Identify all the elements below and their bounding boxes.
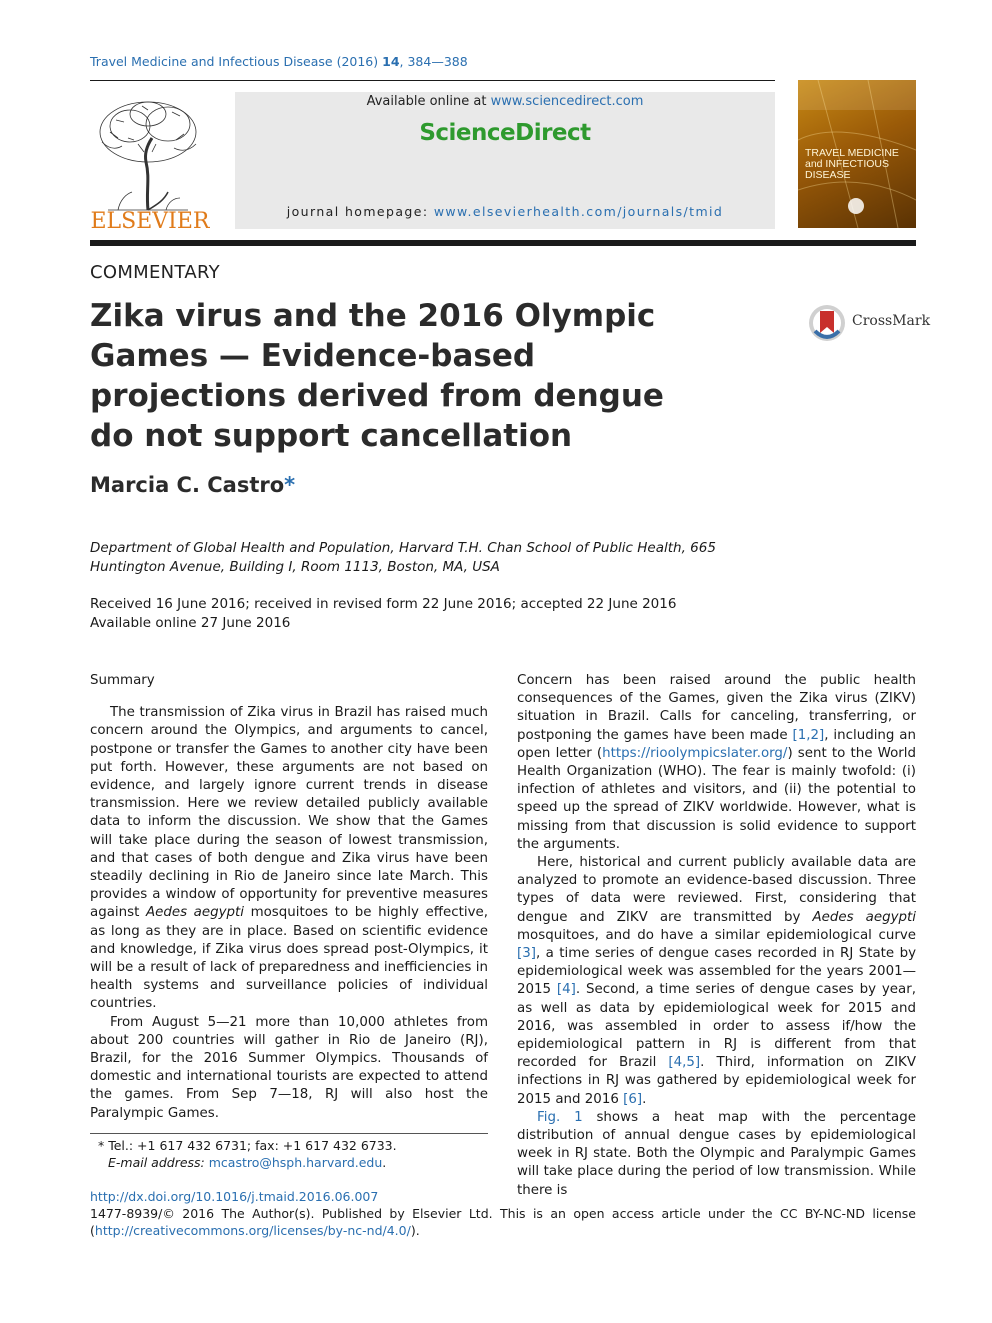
doi-link[interactable]: http://dx.doi.org/10.1016/j.tmaid.2016.06.007: [90, 1189, 379, 1204]
body-paragraph-3: Fig. 1 shows a heat map with the percentage distribution of annual dengue cases by epidemiological week in RJ state. Both the Olympic and Paralympic Games will take place during the period of low transmission. While there is: [517, 1109, 916, 1198]
open-letter-link[interactable]: https://rioolympicslater.org/: [602, 745, 788, 761]
sciencedirect-wordmark: ScienceDirect: [419, 120, 591, 146]
body-paragraph-1: Concern has been raised around the public health consequences of the Games, given the Zika virus (ZIKV) situation in Brazil. Calls for canceling, transferring, or postponing the games have been made [1,2], including an open letter (https://rioolympicslater.org/) sent to the World Health Organization (WHO). The fear is mainly twofold: (i) infection of athletes and visitors, and (ii) the potential to speed up the spread of ZIKV worldwide. However, what is missing from that discussion is solid evidence to support the arguments.: [517, 673, 917, 852]
contact-line: * Tel.: +1 617 432 6731; fax: +1 617 432 6733.: [98, 1138, 397, 1153]
author-footnote-marker[interactable]: *: [284, 473, 296, 497]
sciencedirect-link[interactable]: www.sciencedirect.com: [490, 94, 644, 109]
citation-link[interactable]: [4,5]: [668, 1055, 701, 1071]
header-divider: [90, 80, 775, 81]
author-name: Marcia C. Castro*: [90, 473, 296, 497]
citation-link[interactable]: [6]: [623, 1091, 643, 1107]
header-thick-rule: [90, 240, 916, 246]
journal-reference[interactable]: Travel Medicine and Infectious Disease (2016) 14, 384—388: [90, 54, 468, 69]
article-type: COMMENTARY: [90, 262, 220, 283]
summary-heading: Summary: [90, 673, 155, 688]
journal-homepage-line: journal homepage: www.elsevierhealth.com/journals/tmid: [286, 204, 724, 219]
intro-paragraph: From August 5—21 more than 10,000 athletes from about 200 countries will gather in Rio de Janeiro (RJ), Brazil, for the 2016 Summer Olympics. Thousands of domestic and international tourists are expected to attend the games. From Sep 7—18, RJ will also host the Paralympic Games.: [90, 1014, 488, 1121]
article-dates: [90, 595, 790, 633]
available-online-date: Available online 27 June 2016: [90, 615, 291, 631]
sciencedirect-banner: [235, 92, 775, 229]
available-online-line: Available online at www.sciencedirect.com: [366, 94, 644, 109]
author-footnote: [90, 1137, 488, 1171]
citation-link[interactable]: [4]: [556, 982, 576, 998]
crossmark-icon: [807, 303, 851, 345]
cover-title: TRAVEL MEDICINE and INFECTIOUS DISEASE: [805, 147, 899, 181]
footnote-divider: [90, 1133, 488, 1134]
citation-link[interactable]: [1,2]: [792, 727, 825, 743]
email-link[interactable]: mcastro@hsph.harvard.edu: [208, 1155, 383, 1170]
article-title: Zika virus and the 2016 Olympic Games — Evidence-based projections derived from dengue do not support cancellation: [90, 298, 664, 454]
journal-cover-image: [798, 80, 916, 228]
right-column: [517, 672, 916, 1200]
summary-paragraph: The transmission of Zika virus in Brazil has raised much concern around the Olympics, and arguments to cancel, postpone or transfer the Games to another city have been put forth. However, these arguments are not based on evidence, and largely ignore current trends in disease transmission. Here we review detailed publicly available data to inform the discussion. We show that the Games will take place during the season of lowest transmission, and that cases of both dengue and Zika virus have been steadily declining in Rio de Janeiro since late March. This provides a window of opportunity for preventive measures against Aedes aegypti mosquitoes to be highly effective, as long as they are in place. Based on scientific evidence and knowledge, if Zika virus does spread post-Olympics, it will be a result of lack of preparedness and inefficiencies in health systems and surveillance policies of individual countries.: [90, 705, 488, 1012]
elsevier-logo: [88, 92, 212, 232]
crossmark-label: CrossMark: [852, 313, 931, 329]
body-paragraph-2: Here, historical and current publicly available data are analyzed to promote an evidence-based discussion. Three types of data were reviewed. First, considering that dengue and ZIKV are transmitted by Aedes aegypti mosquitoes, and do have a similar epidemiological curve [3], a time series of dengue cases recorded in RJ State by epidemiological week was assembled for the years 2001—2015 [4]. Second, a time series of dengue cases by year, as well as data by epidemiological week for 2015 and 2016, was assembled in order to assess if/how the epidemiological pattern in RJ is different from that recorded for Brazil [4,5]. Third, information on ZIKV infections in RJ was gathered by epidemiological week for 2015 and 2016 [6].: [517, 855, 916, 1107]
left-column: [90, 672, 488, 1123]
license-link[interactable]: http://creativecommons.org/licenses/by-nc-nd/4.0/: [94, 1223, 411, 1238]
figure-link[interactable]: Fig. 1: [537, 1109, 583, 1125]
received-dates: Received 16 June 2016; received in revised form 22 June 2016; accepted 22 June 2016: [90, 596, 677, 612]
elsevier-wordmark: ELSEVIER: [90, 209, 210, 232]
citation-link[interactable]: [3]: [517, 946, 536, 962]
email-line: E-mail address: mcastro@hsph.harvard.edu.: [108, 1155, 387, 1170]
license-notice: 1477-8939/© 2016 The Author(s). Published by Elsevier Ltd. This is an open access article under the CC BY-NC-ND license (http://creativecommons.org/licenses/by-nc-nd/4.0/).: [90, 1206, 916, 1238]
author-affiliation: Department of Global Health and Population, Harvard T.H. Chan School of Public Health, 665 Huntington Avenue, Building I, Room 1113, Boston, MA, USA: [90, 540, 716, 575]
journal-homepage-link[interactable]: www.elsevierhealth.com/journals/tmid: [433, 204, 724, 219]
